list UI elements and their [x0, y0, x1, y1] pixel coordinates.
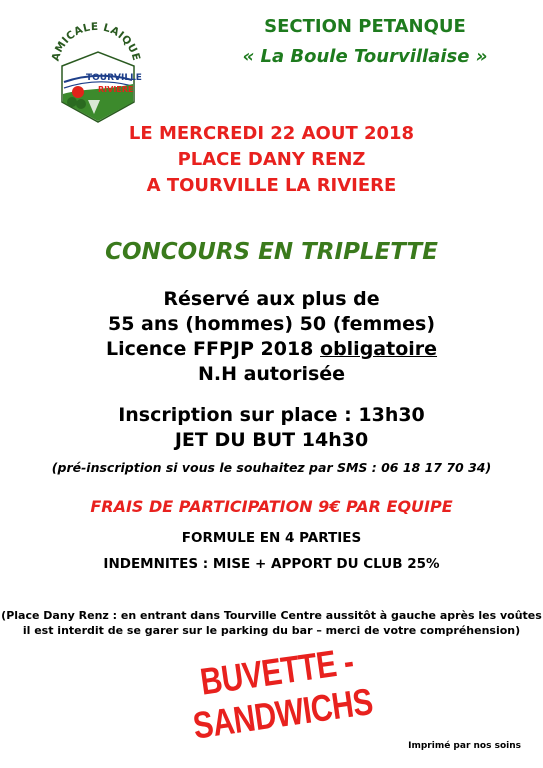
logo-graphic: [48, 22, 144, 126]
club-name: « La Boule Tourvillaise »: [242, 46, 488, 67]
event-town: A TOURVILLE LA RIVIERE: [146, 175, 397, 196]
logo-arc-text: AMICALE LAIQUE: [49, 22, 143, 63]
logo-town-text: TOURVILLE: [86, 73, 142, 83]
indemnites: INDEMNITES : MISE + APPORT DU CLUB 25%: [103, 556, 440, 572]
section-title: SECTION PETANQUE: [264, 16, 466, 37]
imprime-note: Imprimé par nos soins: [408, 741, 521, 751]
licence-obligatoire: obligatoire: [320, 338, 438, 360]
parking-note-line1: (Place Dany Renz : en entrant dans Tourville Centre aussitôt à gauche après les voûtes: [1, 609, 542, 622]
inscription-time: Inscription sur place : 13h30: [118, 404, 425, 426]
condition-nh: N.H autorisée: [197, 363, 346, 385]
frais-participation: FRAIS DE PARTICIPATION 9€ PAR EQUIPE: [90, 497, 453, 516]
buvette-sandwichs: BUVETTE - SANDWICHS: [190, 641, 376, 748]
event-place: PLACE DANY RENZ: [177, 149, 366, 170]
event-date: LE MERCREDI 22 AOUT 2018: [128, 123, 415, 144]
concours-title: CONCOURS EN TRIPLETTE: [105, 239, 438, 265]
condition-licence: [0, 338, 543, 360]
condition-ages: 55 ans (hommes) 50 (femmes): [107, 313, 436, 335]
club-logo: [48, 22, 144, 126]
preinscription-note: (pré-inscription si vous le souhaitez par SMS : 06 18 17 70 34): [51, 460, 492, 475]
svg-text:RIVIERE: RIVIERE: [98, 85, 134, 94]
parking-note-line2: il est interdit de se garer sur le parking du bar – merci de votre compréhension): [22, 624, 521, 637]
jet-du-but-time: JET DU BUT 14h30: [174, 429, 369, 451]
formule: FORMULE EN 4 PARTIES: [181, 530, 362, 546]
condition-reserved: Réservé aux plus de: [163, 288, 380, 310]
licence-text: Licence FFPJP 2018: [105, 338, 321, 360]
